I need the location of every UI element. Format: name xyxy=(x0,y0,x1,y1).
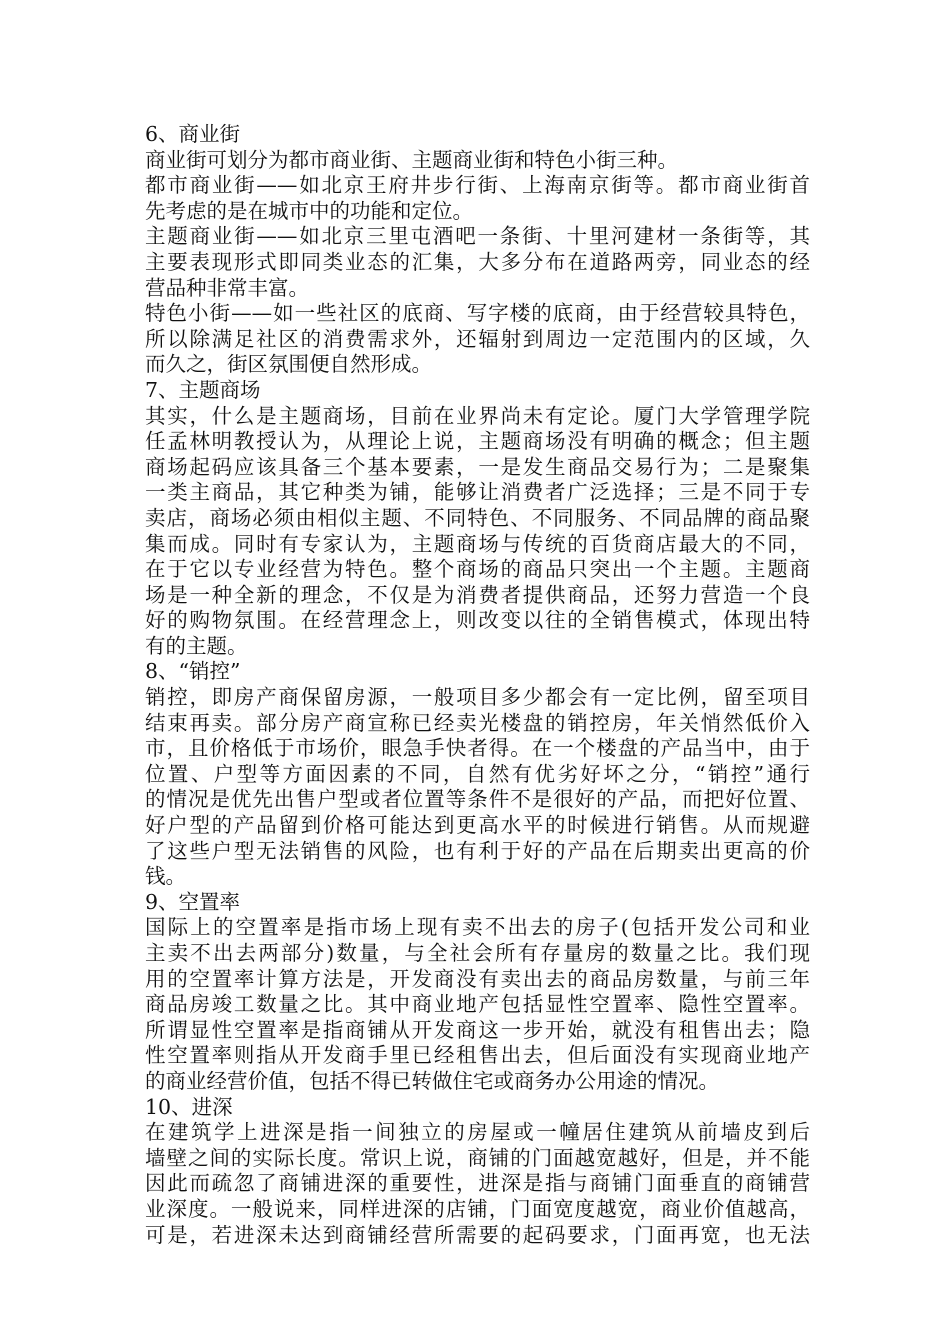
section-jinshen xyxy=(145,1095,810,1249)
paragraph xyxy=(145,301,810,378)
text-line: 特色小街——如一些社区的底商、写字楼的底商，由于经营较具特色， xyxy=(145,301,810,326)
text-line: 的商业经营价值，包括不得已转做住宅或商务办公用途的情况。 xyxy=(145,1068,719,1093)
text-line: 集而成。同时有专家认为，主题商场与传统的百货商店最大的不同， xyxy=(145,531,810,556)
section-zhutishangchang xyxy=(145,378,810,660)
text-line: 因此而疏忽了商铺进深的重要性，进深是指与商铺门面垂直的商铺营 xyxy=(145,1171,810,1196)
text-line: 市，且价格低于市场价，眼急手快者得。在一个楼盘的产品当中，由于 xyxy=(145,736,810,761)
text-line: 先考虑的是在城市中的功能和定位。 xyxy=(145,198,473,223)
text-line: 一类主商品，其它种类为铺，能够让消费者广泛选择；三是不同于专 xyxy=(145,480,810,505)
text-line: 墙壁之间的实际长度。常识上说，商铺的门面越宽越好，但是，并不能 xyxy=(145,1145,810,1170)
document-page xyxy=(145,122,810,1248)
text-line: 其实，什么是主题商场，目前在业界尚未有定论。厦门大学管理学院 xyxy=(145,403,810,428)
paragraph xyxy=(145,915,810,1094)
text-line: 好户型的产品留到价格可能达到更高水平的时候进行销售。从而规避 xyxy=(145,813,810,838)
text-line: 钱。 xyxy=(145,864,186,889)
text-line: 结束再卖。部分房产商宣称已经卖光楼盘的销控房，年关悄然低价入 xyxy=(145,710,810,735)
text-line: 商场起码应该具备三个基本要素，一是发生商品交易行为；二是聚集 xyxy=(145,454,810,479)
paragraph xyxy=(145,404,810,660)
text-line: 商品房竣工数量之比。其中商业地产包括显性空置率、隐性空置率。 xyxy=(145,992,810,1017)
text-line: 所以除满足社区的消费需求外，还辐射到周边一定范围内的区域，久 xyxy=(145,326,810,351)
text-line: 卖店，商场必须由相似主题、不同特色、不同服务、不同品牌的商品聚 xyxy=(145,505,810,530)
text-line: 销控，即房产商保留房源，一般项目多少都会有一定比例，留至项目 xyxy=(145,685,810,710)
text-line: 主题商业街——如北京三里屯酒吧一条街、十里河建材一条街等，其 xyxy=(145,224,810,249)
text-line: 可是，若进深未达到商铺经营所需要的起码要求，门面再宽，也无法 xyxy=(145,1222,810,1247)
text-line: 位置、户型等方面因素的不同，自然有优劣好坏之分，“销控”通行 xyxy=(145,761,810,786)
text-line: 主要表现形式即同类业态的汇集，大多分布在道路两旁，同业态的经 xyxy=(145,249,810,274)
paragraph xyxy=(145,148,810,174)
text-line: 了这些户型无法销售的风险，也有利于好的产品在后期卖出更高的价 xyxy=(145,838,810,863)
text-line: 在于它以专业经营为特色。整个商场的商品只突出一个主题。主题商 xyxy=(145,557,810,582)
paragraph xyxy=(145,1120,810,1248)
section-shangyejie xyxy=(145,122,810,378)
section-heading: 10、进深 xyxy=(145,1094,233,1119)
text-line: 有的主题。 xyxy=(145,633,248,658)
paragraph xyxy=(145,224,810,301)
text-line: 的情况是优先出售户型或者位置等条件不是很好的产品，而把好位置、 xyxy=(145,787,810,812)
paragraph xyxy=(145,685,810,890)
text-line: 主卖不出去两部分)数量，与全社会所有存量房的数量之比。我们现 xyxy=(145,941,810,965)
text-line: 都市商业街——如北京王府井步行街、上海南京街等。都市商业街首 xyxy=(145,173,810,198)
section-xiaokong xyxy=(145,659,810,889)
section-heading: 8、“销控” xyxy=(145,659,241,684)
text-line: 业深度。一般说来，同样进深的店铺，门面宽度越宽，商业价值越高， xyxy=(145,1196,810,1221)
text-line: 而久之，街区氛围便自然形成。 xyxy=(145,352,432,377)
paragraph xyxy=(145,173,810,224)
text-line: 任孟林明教授认为，从理论上说，主题商场没有明确的概念；但主题 xyxy=(145,429,810,454)
text-line: 国际上的空置率是指市场上现有卖不出去的房子(包括开发公司和业 xyxy=(145,915,810,940)
text-line: 商业街可划分为都市商业街、主题商业街和特色小街三种。 xyxy=(145,147,678,172)
text-line: 性空置率则指从开发商手里已经租售出去，但后面没有实现商业地产 xyxy=(145,1043,810,1068)
text-line: 好的购物氛围。在经营理念上，则改变以往的全销售模式，体现出特 xyxy=(145,608,810,633)
section-heading: 7、主题商场 xyxy=(145,377,261,402)
section-heading: 6、商业街 xyxy=(145,122,241,146)
section-kongzhilv xyxy=(145,890,810,1095)
text-line: 所谓显性空置率是指商铺从开发商这一步开始，就没有租售出去；隐 xyxy=(145,1017,810,1042)
section-heading: 9、空置率 xyxy=(145,889,241,914)
text-line: 在建筑学上进深是指一间独立的房屋或一幢居住建筑从前墙皮到后 xyxy=(145,1120,810,1145)
text-line: 用的空置率计算方法是，开发商没有卖出去的商品房数量，与前三年 xyxy=(145,966,810,991)
text-line: 场是一种全新的理念，不仅是为消费者提供商品，还努力营造一个良 xyxy=(145,582,810,607)
text-line: 营品种非常丰富。 xyxy=(145,275,309,300)
